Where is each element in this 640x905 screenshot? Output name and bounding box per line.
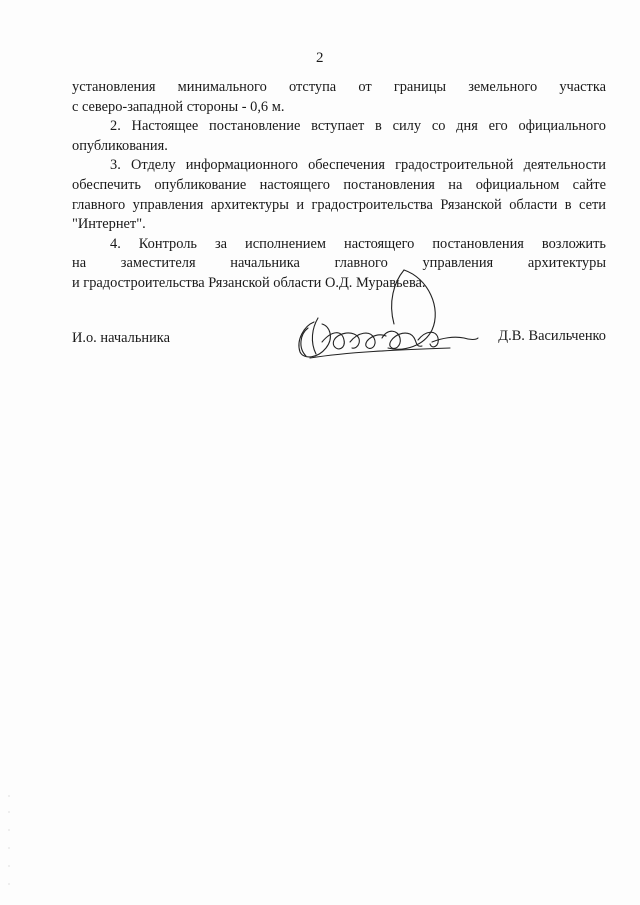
body-line: опубликования. — [72, 137, 168, 154]
body-line: с северо-западной стороны - 0,6 м. — [72, 98, 285, 115]
body-line: и градостроительства Рязанской области О.Д. Муравьева. — [72, 274, 426, 291]
signatory-title: И.о. начальника — [72, 330, 170, 346]
body-line: на заместителя начальника главного управления архитектуры — [72, 255, 606, 272]
body-line: "Интернет". — [72, 216, 146, 233]
signatory-name: Д.В. Васильченко — [498, 328, 606, 344]
document-body — [72, 78, 606, 294]
body-line: 2. Настоящее постановление вступает в силу со дня его официального — [110, 118, 606, 135]
scan-artifact — [6, 790, 12, 900]
body-line: главного управления архитектуры и градостроительства Рязанской области в сети — [72, 196, 606, 213]
page-number: 2 — [316, 50, 324, 66]
body-line: 3. Отделу информационного обеспечения градостроительной деятельности — [110, 157, 606, 174]
signature-block — [72, 328, 606, 368]
body-line: обеспечить опубликование настоящего постановления на официальном сайте — [72, 176, 606, 193]
body-line: 4. Контроль за исполнением настоящего постановления возложить — [110, 235, 606, 252]
body-line: установления минимального отступа от границы земельного участка — [72, 79, 606, 95]
